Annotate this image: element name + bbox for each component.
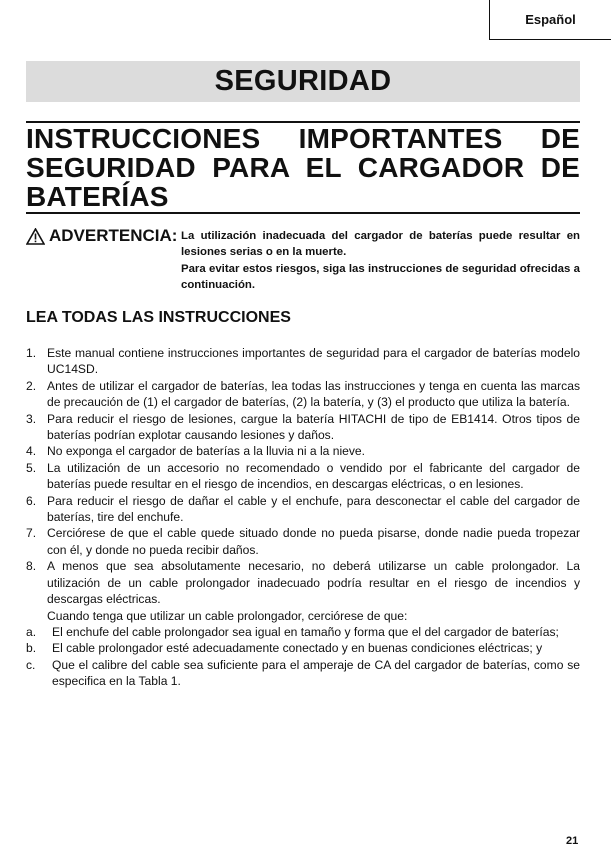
item-paragraph: Cuando tenga que utilizar un cable prolongador, cerciórese de que: <box>47 608 408 623</box>
item-number: 4. <box>26 444 37 459</box>
section-title-bar <box>26 61 580 102</box>
main-title-line-1: INSTRUCCIONES IMPORTANTES DE <box>26 123 580 154</box>
item-text: Este manual contiene instrucciones importantes de seguridad para el cargador de baterías modelo UC14SD. <box>47 346 580 377</box>
list-item <box>26 378 580 411</box>
item-number: 2. <box>26 378 37 393</box>
list-item <box>26 558 580 624</box>
instructions-list <box>26 345 580 690</box>
list-item <box>26 411 580 444</box>
item-number: 7. <box>26 526 37 541</box>
read-all-heading: LEA TODAS LAS INSTRUCCIONES <box>26 309 291 326</box>
list-item <box>26 493 580 526</box>
page-number: 21 <box>566 835 579 847</box>
list-item <box>26 443 580 459</box>
item-text: Para reducir el riesgo de dañar el cable y el enchufe, para desconectar el cable del cargador de baterías, tire del enchufe. <box>47 493 580 525</box>
item-number: 3. <box>26 411 37 426</box>
list-item <box>26 525 580 558</box>
warning-text <box>181 228 580 293</box>
main-title <box>26 124 580 211</box>
item-text: Para reducir el riesgo de lesiones, cargue la batería HITACHI de tipo de EB1414. Otros tipos de baterías podrían explotar causando lesiones y daños. <box>47 411 580 443</box>
item-text: No exponga el cargador de baterías a la lluvia ni a la nieve. <box>47 444 365 459</box>
main-title-line-3: BATERÍAS <box>26 181 169 212</box>
sub-item-text: El cable prolongador esté adecuadamente conectado y en buenas condiciones eléctricas; y <box>52 641 543 656</box>
item-text: Antes de utilizar el cargador de baterías, lea todas las instrucciones y tenga en cuenta las marcas de precaución de (1) el cargador de baterías, (2) la batería, y (3) el producto que utiliza la batería. <box>47 378 580 410</box>
sub-list-item <box>26 640 580 656</box>
item-text: La utilización de un accesorio no recomendado o vendido por el fabricante del cargador de baterías puede resultar en el riesgo de incendios, en descargas eléctricas, o en lesiones. <box>47 460 580 492</box>
item-number: 8. <box>26 559 37 574</box>
warning-label: ADVERTENCIA: <box>49 226 178 245</box>
warning-heading <box>26 224 177 248</box>
warning-line-2: Para evitar estos riesgos, siga las instrucciones de seguridad ofrecidas a continuación. <box>181 262 580 291</box>
item-text: Cerciórese de que el cable quede situado donde no pueda pisarse, donde nadie pueda tropezar con él, y donde no pueda recibir daños. <box>47 526 580 557</box>
list-item <box>26 460 580 493</box>
title-bottom-rule <box>26 212 580 214</box>
language-label: Español <box>525 12 576 27</box>
sub-item-letter: a. <box>26 624 37 639</box>
sub-list-item <box>26 657 580 690</box>
main-title-line-2: SEGURIDAD PARA EL CARGADOR DE <box>26 152 580 183</box>
sub-item-text: Que el calibre del cable sea suficiente para el amperaje de CA del cargador de baterías, como se especifica en la Tabla 1. <box>52 657 580 689</box>
item-number: 6. <box>26 493 37 508</box>
sub-item-text: El enchufe del cable prolongador sea igual en tamaño y forma que el del cargador de baterías; <box>52 624 559 639</box>
item-number: 5. <box>26 460 37 475</box>
item-number: 1. <box>26 346 37 360</box>
warning-triangle-icon <box>26 228 45 245</box>
section-title: SEGURIDAD <box>214 65 392 97</box>
language-tab <box>489 0 611 40</box>
sub-item-letter: b. <box>26 641 37 656</box>
item-paragraph: A menos que sea absolutamente necesario, no deberá utilizarse un cable prolongador. La utilización de un cable prolongador inadecuado podría resultar en el riesgo de incendios y descargas eléctricas. <box>47 559 580 607</box>
sub-list-item <box>26 624 580 640</box>
sub-item-letter: c. <box>26 657 36 672</box>
list-item <box>26 345 580 378</box>
item-text <box>47 558 580 624</box>
warning-line-1: La utilización inadecuada del cargador de baterías puede resultar en lesiones serias o en la muerte. <box>181 230 580 259</box>
